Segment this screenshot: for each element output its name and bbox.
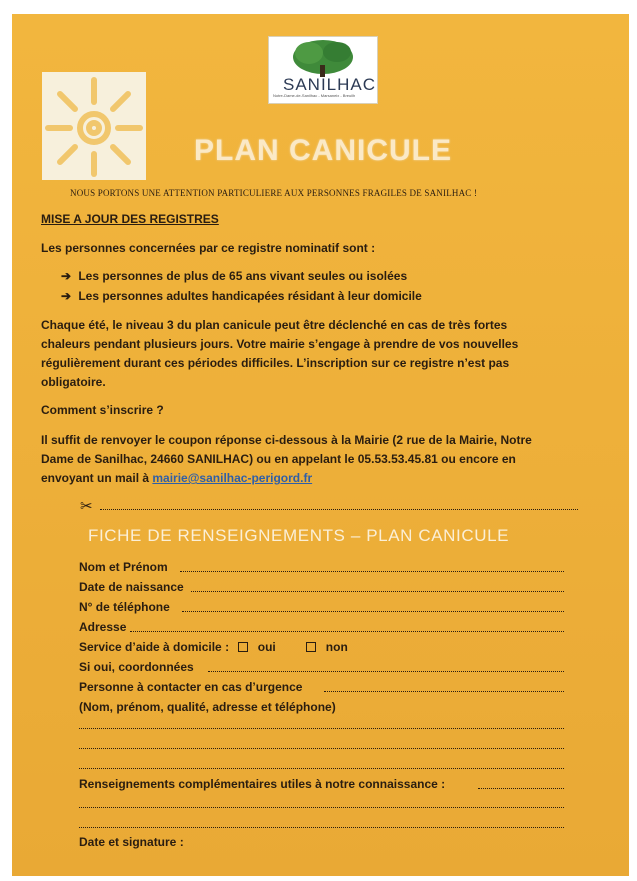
contact-line-2[interactable] [79,748,564,749]
intro-text: Les personnes concernées par ce registre nominatif sont : [41,241,376,255]
naissance-field[interactable] [191,591,564,592]
paragraph-line: régulièrement durant ces périodes difficiles. L’inscription sur ce registre n’est pas [41,356,510,370]
nom-field-label: Nom et Prénom [79,560,168,574]
paragraph-line: Chaque été, le niveau 3 du plan canicule peut être déclenché en cas de très fortes [41,318,508,332]
sun-icon [42,72,146,180]
section-heading: MISE A JOUR DES REGISTRES [41,212,219,226]
how-line: envoyant un mail à mairie@sanilhac-perigord.fr [41,471,313,485]
oui-checkbox[interactable] [238,642,248,652]
document-page [12,14,629,876]
sanilhac-logo [268,36,378,104]
non-checkbox[interactable] [306,642,316,652]
adresse-field[interactable] [130,631,564,632]
arrow-right-icon: ➔ [61,289,72,303]
complement-field-label: Renseignements complémentaires utiles à notre connaissance : [79,777,446,791]
paragraph-line: chaleurs pendant plusieurs jours. Votre mairie s’engage à prendre de vos nouvelles [41,337,519,351]
telephone-field[interactable] [182,611,564,612]
coordonnees-field-label: Si oui, coordonnées [79,660,194,674]
telephone-field-label: N° de téléphone [79,600,170,614]
email-link[interactable]: mairie@sanilhac-perigord.fr [152,471,313,485]
logo-name: SANILHAC [283,75,377,94]
paragraph-line: obligatoire. [41,375,106,389]
bullet-item: ➔ Les personnes de plus de 65 ans vivant seules ou isolées [61,269,408,283]
scissors-icon: ✂ [80,498,93,515]
how-line: Il suffit de renvoyer le coupon réponse ci-dessous à la Mairie (2 rue de la Mairie, Notre [41,433,532,447]
contact-details-label: (Nom, prénom, qualité, adresse et téléphone) [79,700,336,714]
contact-field[interactable] [324,691,564,692]
tagline: NOUS PORTONS UNE ATTENTION PARTICULIERE AUX PERSONNES FRAGILES DE SANILHAC ! [70,188,478,198]
contact-line-1[interactable] [79,728,564,729]
service-row: Service d’aide à domicile : oui non [79,640,348,654]
complement-line-2[interactable] [79,827,564,828]
tree-icon [269,37,377,77]
naissance-field-label: Date de naissance [79,580,184,594]
complement-field[interactable] [478,788,564,789]
contact-line-3[interactable] [79,768,564,769]
how-line: Dame de Sanilhac, 24660 SANILHAC) ou en appelant le 05.53.53.45.81 ou encore en [41,452,516,466]
nom-field[interactable] [180,571,564,572]
page-title: PLAN CANICULE [194,134,452,167]
coordonnees-field[interactable] [208,671,564,672]
arrow-right-icon: ➔ [61,269,72,283]
adresse-field-label: Adresse [79,620,127,634]
form-title: FICHE DE RENSEIGNEMENTS – PLAN CANICULE [88,526,510,545]
complement-line-1[interactable] [79,807,564,808]
how-heading: Comment s’inscrire ? [41,403,164,417]
contact-field-label: Personne à contacter en cas d’urgence [79,680,303,694]
logo-subtitle: Notre-Dame-de-Sanilhac - Marsaneix - Breuilh [273,93,356,98]
cut-line [80,500,578,514]
bullet-item: ➔ Les personnes adultes handicapées résidant à leur domicile [61,289,422,303]
signature-label: Date et signature : [79,835,184,849]
